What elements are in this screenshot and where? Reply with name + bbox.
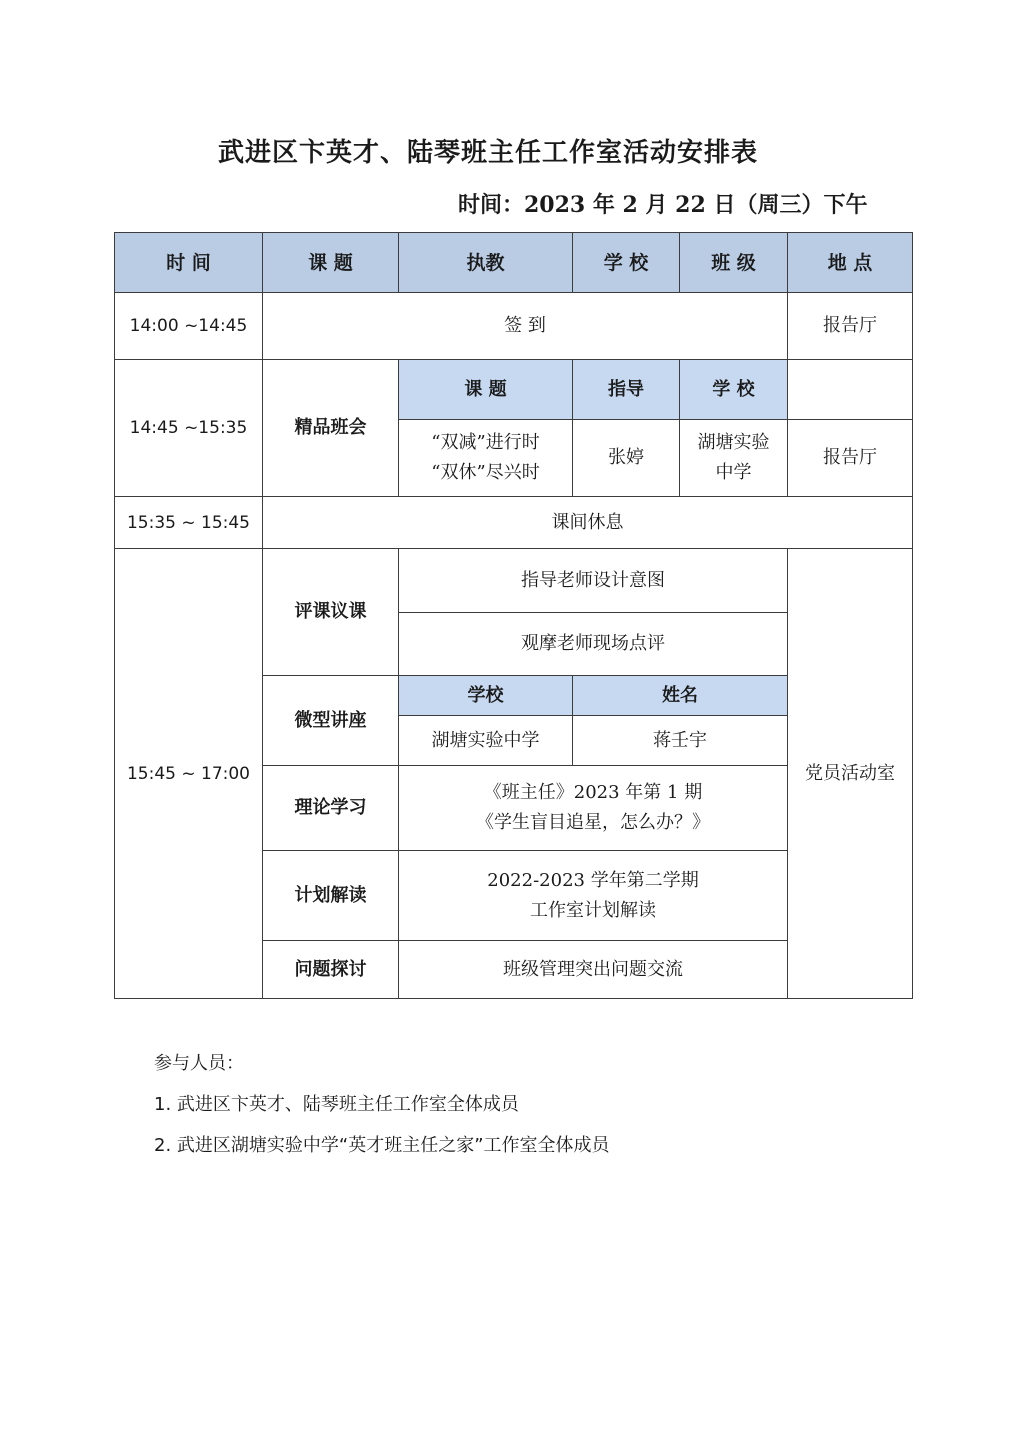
lesson-title-line: “双减”进行时 <box>431 432 540 453</box>
header-row <box>115 233 913 293</box>
theory-line: 《学生盲目追星，怎么办？》 <box>476 812 710 833</box>
school-line: 湖塘实验 <box>697 432 770 453</box>
theory-content-cell <box>399 766 788 851</box>
plan-content-cell <box>399 851 788 941</box>
table-row <box>115 549 913 613</box>
page-title <box>0 132 1024 169</box>
page-title-text: 武进区卞英才、陆琴班主任工作室活动安排表 <box>217 138 758 168</box>
activity-cell: 签 到 <box>263 293 788 360</box>
topic-cell: 评课议课 <box>263 549 399 676</box>
school-cell <box>680 420 788 497</box>
time-cell: 15:45 ~ 17:00 <box>115 549 263 999</box>
location-cell: 党员活动室 <box>788 549 913 999</box>
topic-cell: 计划解读 <box>263 851 399 941</box>
table-row <box>115 293 913 360</box>
activity-cell: 课间休息 <box>263 497 913 549</box>
topic-cell: 精品班会 <box>263 360 399 497</box>
participant-item: 1. 武进区卞英才、陆琴班主任工作室全体成员 <box>154 1094 519 1115</box>
issues-content-cell: 班级管理突出问题交流 <box>399 941 788 999</box>
review-item: 观摩老师现场点评 <box>399 613 788 676</box>
school-cell: 湖塘实验中学 <box>399 716 573 766</box>
empty-cell <box>788 360 913 420</box>
table-row <box>115 360 913 420</box>
lesson-title-cell <box>399 420 573 497</box>
review-item: 指导老师设计意图 <box>399 549 788 613</box>
sub-header-guide: 指导 <box>573 360 680 420</box>
header-school: 学 校 <box>573 233 680 293</box>
topic-cell: 微型讲座 <box>263 676 399 766</box>
theory-line: 《班主任》2023 年第 1 期 <box>483 782 703 803</box>
sub-header-topic: 课 题 <box>399 360 573 420</box>
lesson-title-line: “双休”尽兴时 <box>431 462 540 483</box>
location-cell: 报告厅 <box>788 420 913 497</box>
sub-header-school: 学 校 <box>680 360 788 420</box>
plan-line: 工作室计划解读 <box>530 899 656 921</box>
participant-item: 2. 武进区湖塘实验中学“英才班主任之家”工作室全体成员 <box>154 1135 610 1156</box>
topic-cell: 问题探讨 <box>263 941 399 999</box>
header-teacher: 执教 <box>399 233 573 293</box>
schedule-table <box>114 232 913 999</box>
schedule-date: 时间：2023 年 2 月 22 日（周三）下午 <box>458 192 868 218</box>
sub-header-school: 学校 <box>399 676 573 716</box>
topic-cell: 理论学习 <box>263 766 399 851</box>
sub-header-name: 姓名 <box>573 676 788 716</box>
header-class: 班 级 <box>680 233 788 293</box>
participants-section <box>154 1043 610 1166</box>
header-location: 地 点 <box>788 233 913 293</box>
header-topic: 课 题 <box>263 233 399 293</box>
time-cell: 14:00 ~14:45 <box>115 293 263 360</box>
plan-line: 2022-2023 学年第二学期 <box>487 869 699 891</box>
participants-label: 参与人员： <box>154 1053 244 1074</box>
table-row <box>115 497 913 549</box>
location-cell: 报告厅 <box>788 293 913 360</box>
guide-cell: 张婷 <box>573 420 680 497</box>
school-line: 中学 <box>715 462 752 483</box>
header-time: 时 间 <box>115 233 263 293</box>
time-cell: 14:45 ~15:35 <box>115 360 263 497</box>
time-cell: 15:35 ~ 15:45 <box>115 497 263 549</box>
speaker-name-cell: 蒋壬宇 <box>573 716 788 766</box>
